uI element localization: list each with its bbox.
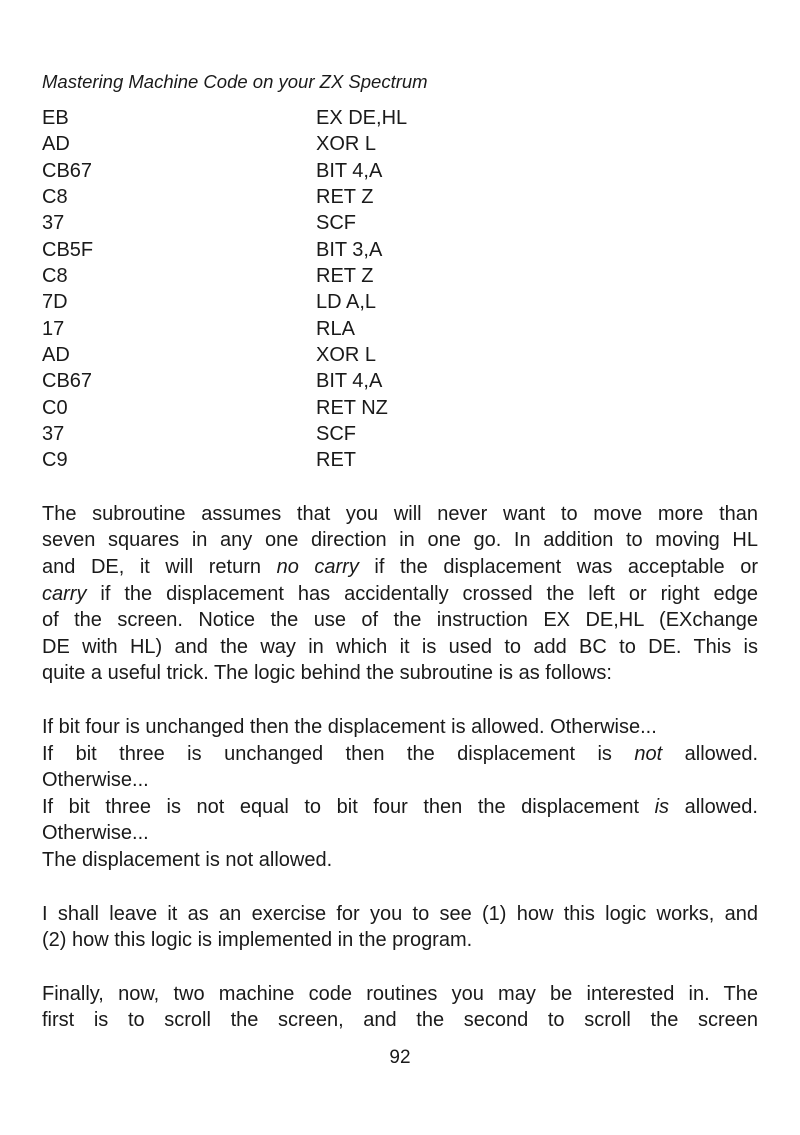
code-mnemonic: EX DE,HL bbox=[316, 107, 408, 129]
text-segment: If bit four is unchanged then the displacement is allowed. Otherwise... bbox=[42, 715, 657, 738]
text-segment: seven squares in any one direction in one go. In addition to moving HL bbox=[42, 529, 758, 552]
page-number: 92 bbox=[389, 1046, 411, 1068]
code-row bbox=[42, 158, 758, 184]
running-header: Mastering Machine Code on your ZX Spectrum bbox=[42, 71, 428, 92]
text-segment: The subroutine assumes that you will never want to move more than bbox=[42, 502, 758, 525]
code-mnemonic: SCF bbox=[316, 212, 356, 235]
text-segment: allowed. bbox=[662, 742, 759, 765]
paragraph bbox=[42, 794, 758, 847]
text-segment: first is to scroll the screen, and the second to scroll the screen bbox=[42, 1009, 758, 1032]
paragraph bbox=[42, 901, 758, 954]
text-line bbox=[42, 527, 758, 554]
emphasis-text: no carry bbox=[276, 556, 359, 578]
text-line bbox=[42, 554, 758, 581]
code-row bbox=[42, 289, 758, 315]
text-line bbox=[42, 581, 758, 608]
code-mnemonic: RET bbox=[316, 449, 356, 472]
code-row bbox=[42, 395, 758, 421]
text-segment: Finally, now, two machine code routines you may be interested in. The bbox=[42, 982, 758, 1005]
text-line bbox=[42, 794, 758, 821]
code-mnemonic: RET Z bbox=[316, 186, 374, 209]
code-hex-byte: C8 bbox=[42, 265, 68, 288]
emphasis-text: not bbox=[634, 742, 663, 765]
emphasis-text: is bbox=[654, 795, 670, 818]
text-segment: If bit three is unchanged then the displacement is bbox=[42, 742, 635, 765]
page-content bbox=[42, 0, 758, 1071]
code-mnemonic: XOR L bbox=[316, 133, 377, 156]
code-row bbox=[42, 447, 758, 473]
code-mnemonic: RLA bbox=[316, 317, 355, 340]
code-row bbox=[42, 316, 758, 342]
code-hex-byte: 17 bbox=[42, 317, 65, 340]
text-line bbox=[42, 847, 758, 874]
code-hex-byte: C9 bbox=[42, 449, 68, 472]
text-segment: (2) how this logic is implemented in the program. bbox=[42, 929, 473, 952]
text-segment: The displacement is not allowed. bbox=[42, 848, 333, 871]
text-line bbox=[42, 741, 758, 768]
emphasis-text: carry bbox=[42, 582, 87, 605]
text-line bbox=[42, 767, 758, 794]
code-mnemonic: LD A,L bbox=[316, 291, 377, 314]
paragraph bbox=[42, 741, 758, 794]
text-line bbox=[42, 714, 758, 741]
code-mnemonic: RET NZ bbox=[316, 396, 388, 419]
text-segment: of the screen. Notice the use of the instruction EX DE,HL (EXchange bbox=[42, 609, 758, 632]
text-line bbox=[42, 981, 758, 1008]
paragraph bbox=[42, 501, 758, 687]
text-line bbox=[42, 820, 758, 847]
text-segment: DE with HL) and the way in which it is used to add BC to DE. This is bbox=[42, 635, 758, 658]
code-mnemonic: RET Z bbox=[316, 265, 374, 288]
text-segment: allowed. bbox=[669, 795, 758, 818]
code-mnemonic: XOR L bbox=[316, 344, 377, 367]
text-segment: if the displacement was acceptable or bbox=[358, 556, 758, 578]
text-line bbox=[42, 607, 758, 634]
text-segment: if the displacement has accidentally crossed the left or right edge bbox=[86, 582, 758, 605]
code-hex-byte: 7D bbox=[42, 291, 68, 314]
text-segment: quite a useful trick. The logic behind the subroutine is as follows: bbox=[42, 662, 612, 685]
code-row bbox=[42, 342, 758, 368]
code-hex-byte: CB67 bbox=[42, 159, 93, 182]
paragraph bbox=[42, 714, 758, 741]
code-row bbox=[42, 263, 758, 289]
code-row bbox=[42, 421, 758, 447]
code-hex-byte: 37 bbox=[42, 212, 65, 235]
text-segment: and DE, it will return bbox=[42, 556, 277, 578]
code-hex-byte: AD bbox=[42, 133, 70, 156]
code-row bbox=[42, 184, 758, 210]
code-hex-byte: C0 bbox=[42, 396, 68, 419]
code-row bbox=[42, 368, 758, 394]
text-segment: If bit three is not equal to bit four then the displacement bbox=[42, 795, 655, 818]
code-mnemonic: BIT 4,A bbox=[316, 159, 383, 182]
code-listing bbox=[42, 105, 758, 474]
code-mnemonic: BIT 3,A bbox=[316, 238, 383, 261]
code-row bbox=[42, 105, 758, 131]
code-hex-byte: C8 bbox=[42, 186, 68, 209]
code-hex-byte: EB bbox=[42, 107, 69, 129]
text-line bbox=[42, 927, 758, 954]
text-line bbox=[42, 901, 758, 928]
code-row bbox=[42, 237, 758, 263]
code-mnemonic: SCF bbox=[316, 423, 356, 446]
text-line bbox=[42, 660, 758, 687]
text-line bbox=[42, 501, 758, 528]
text-line bbox=[42, 634, 758, 661]
text-segment: I shall leave it as an exercise for you to see (1) how this logic works, and bbox=[42, 902, 758, 925]
body-text bbox=[42, 501, 758, 1034]
code-hex-byte: 37 bbox=[42, 423, 65, 446]
code-hex-byte: AD bbox=[42, 344, 70, 367]
code-hex-byte: CB67 bbox=[42, 370, 93, 393]
text-segment: Otherwise... bbox=[42, 822, 149, 845]
code-row bbox=[42, 131, 758, 157]
code-row bbox=[42, 210, 758, 236]
text-line bbox=[42, 1007, 758, 1034]
paragraph bbox=[42, 981, 758, 1034]
code-hex-byte: CB5F bbox=[42, 238, 94, 261]
text-segment: Otherwise... bbox=[42, 769, 149, 792]
paragraph bbox=[42, 847, 758, 874]
code-mnemonic: BIT 4,A bbox=[316, 370, 383, 393]
